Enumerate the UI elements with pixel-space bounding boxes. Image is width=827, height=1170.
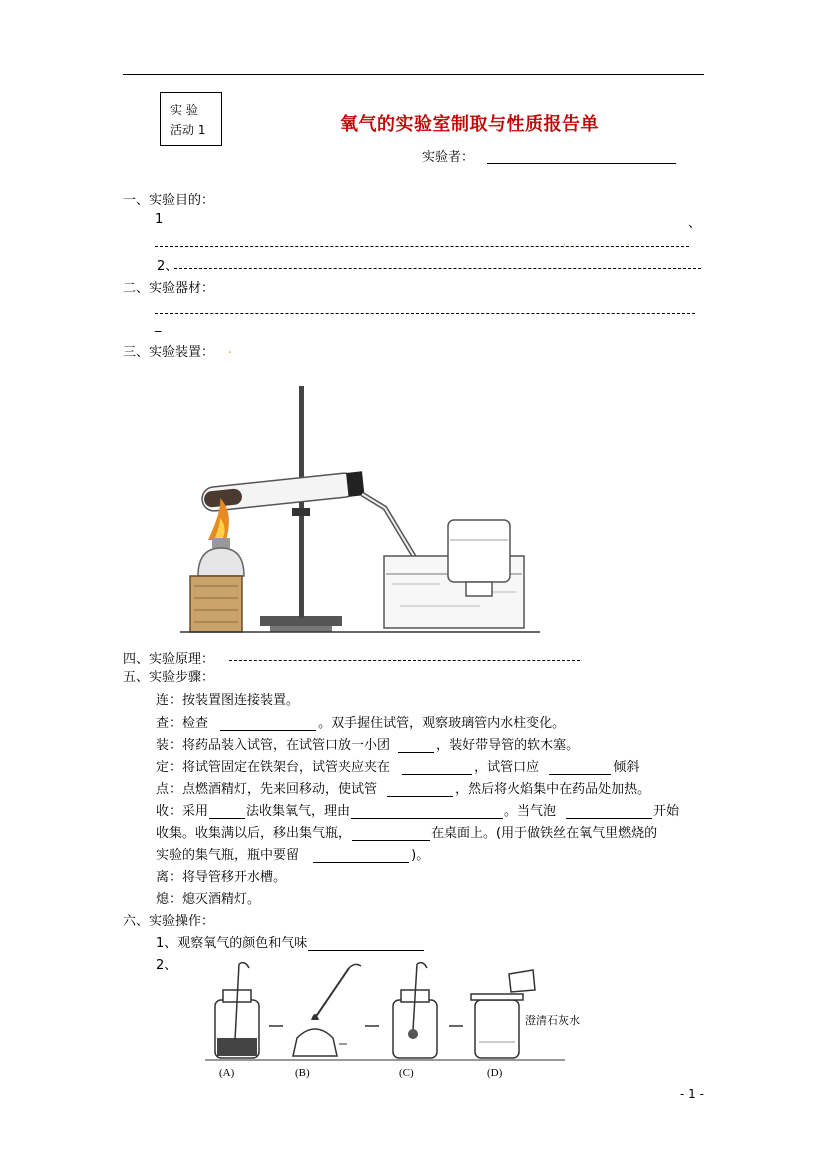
purpose-item-2: 2、	[157, 259, 179, 274]
purpose-blank-2[interactable]	[174, 268, 701, 269]
stopper	[346, 471, 364, 497]
step-collect-b: 法收集氧气，理由	[246, 804, 351, 819]
step-collect-d: 开始	[653, 804, 680, 819]
clamp-lower	[292, 508, 310, 516]
mark-dot: .	[627, 238, 630, 248]
step-remove: 离：将导管移开水槽。	[156, 870, 287, 885]
collect-blank-3[interactable]	[566, 804, 652, 819]
experimenter-row	[422, 146, 474, 165]
step-check-b: 。双手握住试管，观察玻璃管内水柱变化。	[318, 716, 566, 731]
collect-blank-5[interactable]	[313, 848, 409, 863]
section-principle: 四、实验原理：	[123, 652, 215, 667]
experimenter-label: 实验者：	[422, 150, 475, 165]
step-ignite-a: 点：点燃酒精灯，先来回移动，使试管	[156, 782, 378, 797]
section-apparatus: 三、实验装置：	[123, 345, 215, 360]
step-collect-c: 。当气泡	[504, 804, 557, 819]
activity-label-box	[160, 92, 222, 146]
wood-block	[190, 576, 242, 632]
step-connect: 连：按装置图连接装置。	[156, 693, 300, 708]
purpose-blank-1[interactable]	[155, 246, 689, 247]
stand-base-edge	[270, 626, 332, 632]
step-fix	[156, 756, 639, 775]
operation-1-text: 1、观察氧气的颜色和气味	[156, 936, 308, 951]
load-blank[interactable]	[398, 738, 434, 753]
fix-blank-2[interactable]	[549, 760, 611, 775]
step-collect-a: 收：采用	[156, 804, 209, 819]
label-d: (D)	[487, 1067, 503, 1079]
collect-blank-1[interactable]	[209, 804, 245, 819]
alcohol-lamp	[198, 548, 244, 576]
lamp-b	[293, 1029, 337, 1056]
step-collect	[156, 800, 679, 819]
step-collect3-a: 实验的集气瓶，瓶中要留	[156, 848, 300, 863]
header-rule	[123, 74, 704, 75]
lamp-neck	[212, 538, 230, 548]
section-operations: 六、实验操作：	[123, 914, 215, 929]
step-check	[156, 712, 565, 731]
step-fix-b: ，试管口应	[474, 760, 540, 775]
step-collect3-b: )。	[411, 848, 430, 863]
label-b: (B)	[295, 1067, 310, 1079]
figure-c	[393, 963, 437, 1058]
mark-dot: .	[228, 342, 233, 357]
figure-a	[215, 963, 259, 1058]
step-collect-3	[156, 844, 429, 863]
fix-blank-1[interactable]	[402, 760, 472, 775]
step-load-b: ，装好带导管的软木塞。	[436, 738, 580, 753]
beaker	[509, 970, 535, 992]
page-number: - 1 -	[680, 1087, 704, 1101]
check-blank[interactable]	[220, 716, 316, 731]
figure-b	[293, 964, 361, 1056]
collection-bottle	[448, 520, 510, 582]
equipment-tail: _	[155, 318, 162, 333]
step-fix-c: 倾斜	[613, 760, 640, 775]
step-ignite-b: ，然后将火焰集中在药品处加热。	[455, 782, 651, 797]
box-line-1: 实 验	[170, 103, 198, 117]
section-purpose: 一、实验目的：	[123, 193, 215, 208]
collect-blank-4[interactable]	[352, 826, 430, 841]
step-extinguish: 熄：熄灭酒精灯。	[156, 892, 261, 907]
step-load	[156, 734, 579, 753]
limewater-label: 澄清石灰水	[525, 1014, 580, 1027]
purpose-item-1-tail: 、	[688, 216, 702, 231]
ignite-blank[interactable]	[387, 782, 453, 797]
collect-blank-2[interactable]	[351, 804, 503, 819]
step-fix-a: 定：将试管固定在铁架台，试管夹应夹在	[156, 760, 391, 775]
step-collect2-a: 收集。收集满以后，移出集气瓶，	[156, 826, 352, 841]
apparatus-figure	[180, 380, 540, 638]
step-check-a: 查：检查	[156, 716, 209, 731]
operation-1	[156, 932, 424, 951]
charcoal	[217, 1038, 257, 1056]
purpose-item-1: 1	[155, 212, 164, 227]
label-a: (A)	[219, 1067, 235, 1079]
step-collect2-b: 在桌面上。(用于做铁丝在氧气里燃烧的	[431, 826, 658, 841]
experimenter-blank[interactable]	[487, 163, 676, 164]
operation-2: 2、	[156, 958, 178, 973]
principle-blank[interactable]	[229, 660, 580, 661]
mark-dot: .	[563, 238, 566, 248]
section-steps: 五、实验步骤：	[123, 670, 215, 685]
step-load-a: 装：将药品装入试管，在试管口放一小团	[156, 738, 391, 753]
operation-1-blank[interactable]	[308, 936, 424, 951]
section-equipment: 二、实验器材：	[123, 281, 215, 296]
operation-figure	[205, 960, 580, 1090]
step-collect-2	[156, 822, 657, 841]
page-title: 氧气的实验室制取与性质报告单	[340, 114, 599, 135]
box-line-2: 活动 1	[170, 123, 206, 137]
equipment-blank[interactable]	[155, 313, 695, 314]
label-c: (C)	[399, 1067, 414, 1079]
step-ignite	[156, 778, 650, 797]
